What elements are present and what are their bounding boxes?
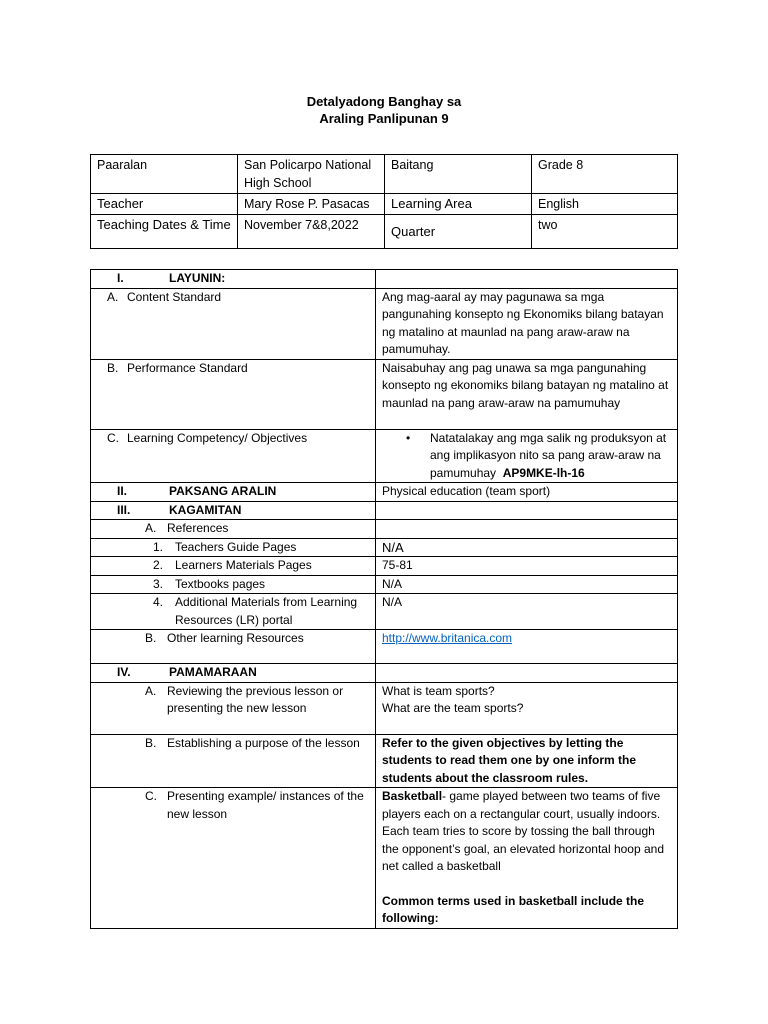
other-resources-text: Other learning Resources [167, 631, 304, 645]
references-value [376, 520, 678, 539]
performance-standard-label [91, 359, 376, 429]
other-resources-letter: B. [145, 631, 157, 645]
establishing-purpose-text: Establishing a purpose of the lesson [167, 735, 360, 750]
learners-materials-value: 75-81 [376, 557, 678, 576]
reviewing-lesson-value [376, 682, 678, 734]
bullet-icon: • [406, 430, 411, 445]
presenting-example-label [91, 788, 376, 929]
quarter-value: two [532, 215, 678, 249]
additional-materials-number: 4. [153, 595, 164, 609]
section-2-number: II. [117, 484, 128, 498]
textbooks-text: Textbooks pages [175, 576, 266, 591]
presenting-example-letter: C. [145, 789, 157, 803]
references-label [91, 520, 376, 539]
teachers-guide-label [91, 538, 376, 557]
teachers-guide-value: N/A [376, 538, 678, 557]
content-standard-text: Content Standard [127, 289, 222, 304]
question-2: What are the team sports? [382, 701, 524, 715]
establishing-purpose-label [91, 734, 376, 788]
content-standard-value: Ang mag-aaral ay may pagunawa sa mga pangunahing konsepto ng Ekonomiks bilang batayan ng matalino at maunlad na pang araw-araw na pamumuhay. [376, 288, 678, 359]
baitang-label: Baitang [385, 155, 532, 194]
section-4-number: IV. [117, 665, 131, 679]
teachers-guide-number: 1. [153, 539, 164, 554]
additional-materials-value: N/A [376, 594, 678, 630]
textbooks-label [91, 575, 376, 594]
content-standard-letter: A. [107, 289, 119, 304]
performance-standard-letter: B. [107, 360, 119, 375]
section-1-heading [91, 270, 376, 289]
learning-area-label: Learning Area [385, 194, 532, 215]
britanica-link[interactable]: http://www.britanica.com [382, 631, 513, 645]
section-1-value [376, 270, 678, 289]
section-3-title: KAGAMITAN [169, 502, 242, 517]
baitang-value: Grade 8 [532, 155, 678, 194]
document-title-line-2: Araling Panlipunan 9 [319, 111, 449, 126]
section-2-heading [91, 483, 376, 502]
establishing-purpose-letter: B. [145, 735, 157, 750]
teaching-dates-label: Teaching Dates & Time [91, 215, 238, 249]
lesson-plan-table [90, 269, 678, 929]
question-1: What is team sports? [382, 683, 495, 698]
additional-materials-text: Additional Materials from Learning Resources (LR) portal [175, 595, 358, 627]
learning-competency-text: Learning Competency/ Objectives [127, 430, 308, 445]
additional-materials-label [91, 594, 376, 630]
paaralan-value: San Policarpo National High School [238, 155, 385, 194]
teacher-label: Teacher [91, 194, 238, 215]
teacher-value: Mary Rose P. Pasacas [238, 194, 385, 215]
reviewing-lesson-text: Reviewing the previous lesson or presenting the new lesson [167, 683, 344, 715]
establishing-purpose-value: Refer to the given objectives by letting the students to read them one by one inform the students about the classroom rules. [376, 734, 678, 788]
basketball-definition: - game played between two teams of five players each on a rectangular court, usually indoors. Each team tries to score by tossing the ball through the opponent’s goal, an elevated horizontal hoop and net called a basketball [382, 789, 665, 873]
references-letter: A. [145, 521, 157, 535]
other-resources-label [91, 630, 376, 664]
teachers-guide-text: Teachers Guide Pages [175, 539, 297, 554]
other-resources-value [376, 630, 678, 664]
learning-area-value: English [532, 194, 678, 215]
section-4-value [376, 664, 678, 683]
references-text: References [167, 521, 229, 535]
section-1-title: LAYUNIN: [169, 271, 226, 285]
presenting-example-text: Presenting example/ instances of the new lesson [167, 789, 364, 821]
learners-materials-text: Learners Materials Pages [175, 558, 312, 572]
content-standard-label [91, 288, 376, 359]
section-4-title: PAMAMARAAN [169, 665, 257, 679]
section-2-title: PAKSANG ARALIN [169, 484, 277, 498]
info-table [90, 154, 678, 249]
textbooks-value: N/A [376, 575, 678, 594]
performance-standard-text: Performance Standard [127, 360, 248, 375]
teaching-dates-value: November 7&8,2022 [238, 215, 385, 249]
learning-competency-label [91, 429, 376, 483]
learners-materials-number: 2. [153, 558, 164, 572]
reviewing-lesson-label [91, 682, 376, 734]
performance-standard-value: Naisabuhay ang pag unawa sa mga pangunahing konsepto ng ekonomiks bilang batayan ng matalino at maunlad na pang araw-araw na pamumuhay [376, 359, 678, 429]
section-3-number: III. [117, 502, 131, 517]
section-2-value: Physical education (team sport) [376, 483, 678, 502]
document-title-line-1: Detalyadong Banghay sa [306, 94, 462, 109]
learners-materials-label [91, 557, 376, 576]
learning-competency-objective: Natatalakay ang mga salik ng produksyon at ang implikasyon nito sa pang araw-araw na pamumuhay [430, 430, 667, 480]
section-3-heading [91, 501, 376, 520]
learning-competency-letter: C. [107, 430, 119, 445]
quarter-label: Quarter [385, 215, 532, 249]
section-3-value [376, 501, 678, 520]
paaralan-label: Paaralan [91, 155, 238, 194]
textbooks-number: 3. [153, 576, 164, 591]
section-1-number: I. [117, 271, 124, 285]
learning-competency-value [376, 429, 678, 483]
competency-code: AP9MKE-lh-16 [502, 465, 585, 480]
presenting-example-value [376, 788, 678, 929]
basketball-term: Basketball [382, 789, 443, 803]
common-terms-intro: Common terms used in basketball include the following: [382, 893, 645, 925]
reviewing-lesson-letter: A. [145, 683, 157, 698]
section-4-heading [91, 664, 376, 683]
